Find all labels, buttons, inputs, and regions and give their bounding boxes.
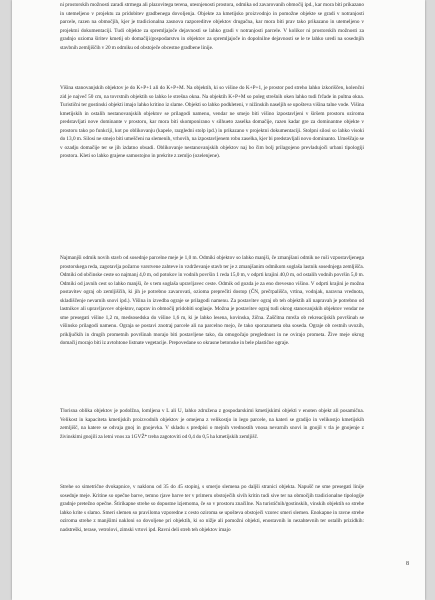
paragraph-roofs: Strehe so simetrične dvokapnice, v naklonu od 35 do 45 stopinj, s smerjo slemena po daljši stranici objekta. Napušč ne sme presegati linije sosednje meje. Kritine so opečne barve, temno rjave barve ter v primeru obstoječih sivih kritin tudi sive ter na območjih tradicionalne tipologije gradnje pretežno opečne. Štirikapne strehe so dopustne izjemoma, če so v prostoru značilne. Na turističnih/gostinskih, vinskih objektih so strehe lahko krite s slamo. Smeri slemen so praviloma vzporedne z cesto oziroma se upošteva obstoječi vzorec smeri slemen. Enokapne in ravne strehe oziroma strehe z manjšimi nakloni so dovoljene pri objektih, ki so nižje ali pomožni objekti, enostavnih in nezahtevnih ter ostalih prizidkih: nadstreški, terase, vetrolovi, zimski vrtovi ipd. Ravni deli streh teh objektov imajo — [60, 484, 364, 533]
paragraph-floor-plan: Tlorisna oblika objektov je podolžna, lomljena v L ali U, lahko združena z gospodarskimi kmetijskimi objekti v enoten objekt ali posamična. Velikost in kapaciteta kmetijskih proizvodnih objektov je omejena z velikostjo in lego parcele, na kateri se gradijo in velikostjo kmetijskih zemljišč, na katere se odvaja gnoj in gnojevka. V skladu s predpisi o mejnih vrednostih vnosa nevarnih snovi in gnojil v tla je gnojenje z živinskimi gnojili za letni vnos za 1GVŽ* treba zagotoviti od 0,4 do 0,5 ha kmetijskih zemljišč. — [60, 408, 364, 440]
page-number: 8 — [406, 561, 409, 567]
paragraph-building-height: Višina stanovanjskih objektov je do K+P+1 ali do K+P+M. Na objektih, ki so višine do K+P+1, je prostor pod streho lahko izkoriščen, kolenčni zid je največ 50 cm, na tovrstnih objektih so lahko le strešna okna. Na objektih K+P+M so poleg strešnih oken lahko tudi frčade in pultna okna. Turistični ter gostinski objekti imajo lahko kritino iz slame. Objekti so lahko podkleteni, v nižinskih naseljih se upošteva višina talne vode. Višina kmetijskih in ostalih nestanovanjskih objektov se prilagodi namenu, vendar ne smejo biti višino izpostavljeni v širšem prostoru oziroma predstavljati nove dominante v prostoru, kar mora biti skomponirano v silhueto zaselka domačije, razen kadar gre za dominantne objekte v prostoru tako po funkciji, kot po oblikovanju (kapele, razgledni stolp ipd.) in prikazano v projektni dokumentaciji. Stolpni silosi so lahko visoki do 13,0 m. Silosi ne smejo biti umeščeni na slemenih, vrhovih, na izpostavljenem robu zaselka, kjer bi predstavljali novo dominanto. Umeščajo se v ozadju domačije ter se jih izdatno obsadi. Oblikovanje nestanovanjskih objektov naj bo čim bolj prilagojeno prevladujoči urbani tipologiji prostora. Kleti so lahko grajene samostojno in prekrite z zemljo (ozelenjene). — [60, 85, 364, 160]
paragraph-siting: ni prostorskih možnosti zaradi strmega ali plazovitega terena, utesnjenosti prostora, odmika od zavarovanih območij ipd., kar mora biti prikazano in utemeljeno v projektu za pridobitev gradbenega dovoljenja. Objekte za kmetijsko proizvodnjo in pomožne objekte se gradi v notranjosti parcele, razen na območjih, kjer je tradicionalna zasnova razporeditve objektov drugačna, kar mora biti prav tako prikazano in utemeljeno v projektni dokumentaciji. Tudi objekte za spremljajoče dejavnosti se lahko gradi v notranjosti parcele. V kolikor ni prostorskih možnosti za gradnjo ozioma širitev kmetij ob domačiji/gospodarstvu in objektov za spremljajoče in dopolnilne dejavnosti se le te lahko uredi na sosednjih stavbnih zemljiščih v 20 m odmiku od obstoječe obcestne gradbene linije. — [60, 2, 364, 51]
paragraph-setbacks-fences: Najmanjši odmik novih stavb od sosednje parcelne meje je 1,0 m. Odmiki objektov so lahko manjši, če zmanjšani odmik ne ruši vzpostavljenega prostorskega reda, zagotavlja požarno varstvene zahteve in vzdrževanje stavb ter je z zmanjšanim odmikom soglaša lastnik sosednjega zemljišča. Odmiki od občinske ceste so najmanj 4,0 m, od potokov in vodnih površin 1 reda 15,0 m, v odprti krajini 40,0 m, od ostalih vodnih površin 5,0 m. Odmiki od javnih cest so lahko manjši, če s tem soglaša upravljavec ceste. Odmik od gozda je za eno drevesno višino. V odprti krajini je možna postavitev ograj ob zemljiščih, ki jih je potrebno zavarovati, ozioma preprečiti dostop (ČN, prečrpališča, vrtina, vodnjak, naravna vrednota, skladiščenje nevarnih snovi ipd.). Višina in izvedba ograje se prilagodi namenu. Za postavitev ograj ob teh objektih ali napravah je potrebno od lastnikov ali upravljavcev objektov, naprav in območij pridobiti soglasje. Možna je postavitev ograj tudi okrog stanovanjskih objektov vendar ne sme presegati višine 1,2 m, medsosedska do višine 1,6 m, ki je lahko lesena, kovinska, žična. Zaščitna mreža ob rekreacijskih površinah se višinsko prilagodi namenu. Ograja se postavi znotraj parcele ali na parcelno mejo, če tako sporazumeta oba soseda. Ograje ob cestnih uvozih, priključkih in drugih prometnih površinah morajo biti postavljene tako, da omogočajo preglednost in ne ovirajo prometa. Žive meje okrog domačij morajo biti iz avtohtone listnate vegetacije. Prepovedane so okrasne betonske in bele plastične ograje. — [60, 255, 364, 347]
document-page — [12, 0, 425, 600]
